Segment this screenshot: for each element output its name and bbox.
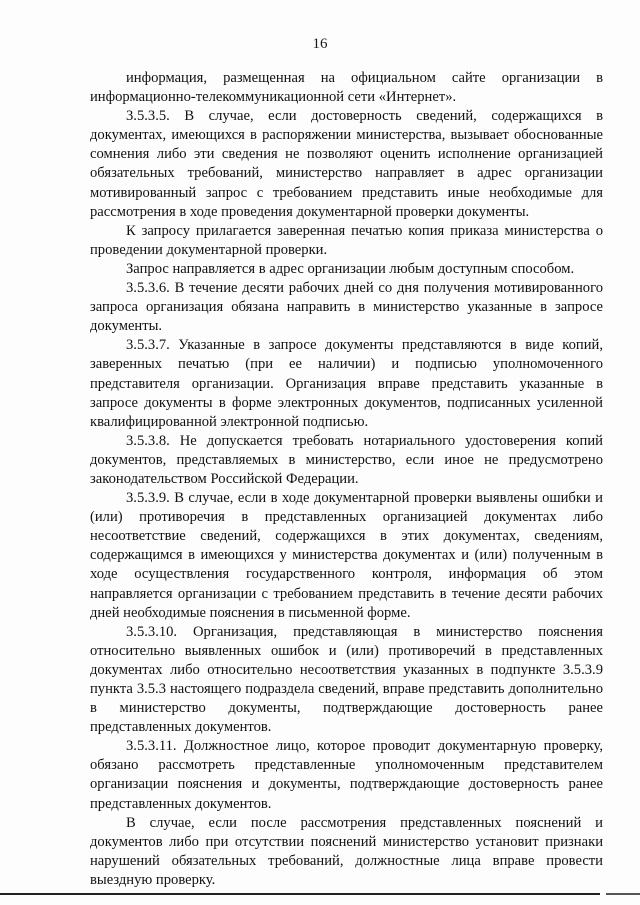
paragraph-3-5-3-5: 3.5.3.5. В случае, если достоверность сведений, содержащихся в документах, имеющихся в распоряжении министерства, вызывает обоснованные сомнения либо эти сведения не позволяют оценить исполнение организацией обязательных требований, министерство направляет в адрес организации мотивированный запрос с требованием представить иные необходимые для рассмотрения в ходе проведения документарной проверки документы.	[90, 108, 603, 220]
paragraph-3-5-3-7: 3.5.3.7. Указанные в запросе документы представляются в виде копий, заверенных печатью (при ее наличии) и подписью уполномоченного представителя организации. Организация вправе представить указанные в запросе документы в форме электронных документов, подписанных усиленной квалифицированной электронной подписью.	[90, 337, 603, 430]
paragraph-request-attachment: К запросу прилагается заверенная печатью копия приказа министерства о проведении документарной проверки.	[90, 222, 603, 258]
paragraph-3-5-3-10: 3.5.3.10. Организация, представляющая в министерство пояснения относительно выявленных ошибок и (или) противоречий в представленных документах либо относительно несоответствия указанных в подпункте 3.5.3.9 пункта 3.5.3 настоящего подраздела сведений, вправе представить дополнительно в министерство документы, подтверждающие достоверность ранее представленных документов.	[90, 623, 603, 736]
paragraph-3-5-3-9: 3.5.3.9. В случае, если в ходе документарной проверки выявлены ошибки и (или) противоречия в представленных организацией документах либо несоответствие сведений, содержащихся в этих документах, сведениям, содержащимся в имеющихся у министерства документах и (или) полученным в ходе осуществления государственного контроля, информация об этом направляется организации с требованием представить в течение десяти рабочих дней необходимые пояснения в письменной форме.	[90, 490, 603, 621]
scan-edge-line-right	[606, 893, 640, 895]
paragraph-request-delivery: Запрос направляется в адрес организации любым доступным способом.	[126, 260, 575, 277]
paragraph-3-5-3-6: 3.5.3.6. В течение десяти рабочих дней со дня получения мотивированного запроса организация обязана направить в министерство указанные в запросе документы.	[90, 280, 603, 335]
document-body	[90, 69, 603, 890]
scan-edge-line	[0, 893, 600, 895]
page-number: 16	[312, 36, 328, 52]
paragraph-3-5-3-11: 3.5.3.11. Должностное лицо, которое проводит документарную проверку, обязано рассмотреть представленные уполномоченным представителем организации пояснения и документы, подтверждающие достоверность ранее представленных документов.	[90, 738, 603, 812]
paragraph-internet-info: информация, размещенная на официальном сайте организации в информационно-телекоммуникационной сети «Интернет».	[90, 70, 603, 106]
paragraph-3-5-3-8: 3.5.3.8. Не допускается требовать нотариального удостоверения копий документов, представляемых в министерство, если иное не предусмотрено законодательством Российской Федерации.	[90, 432, 603, 487]
paragraph-onsite-inspection: В случае, если после рассмотрения представленных пояснений и документов либо при отсутствии пояснений министерство установит признаки нарушений обязательных требований, должностные лица вправе провести выездную проверку.	[90, 814, 603, 888]
